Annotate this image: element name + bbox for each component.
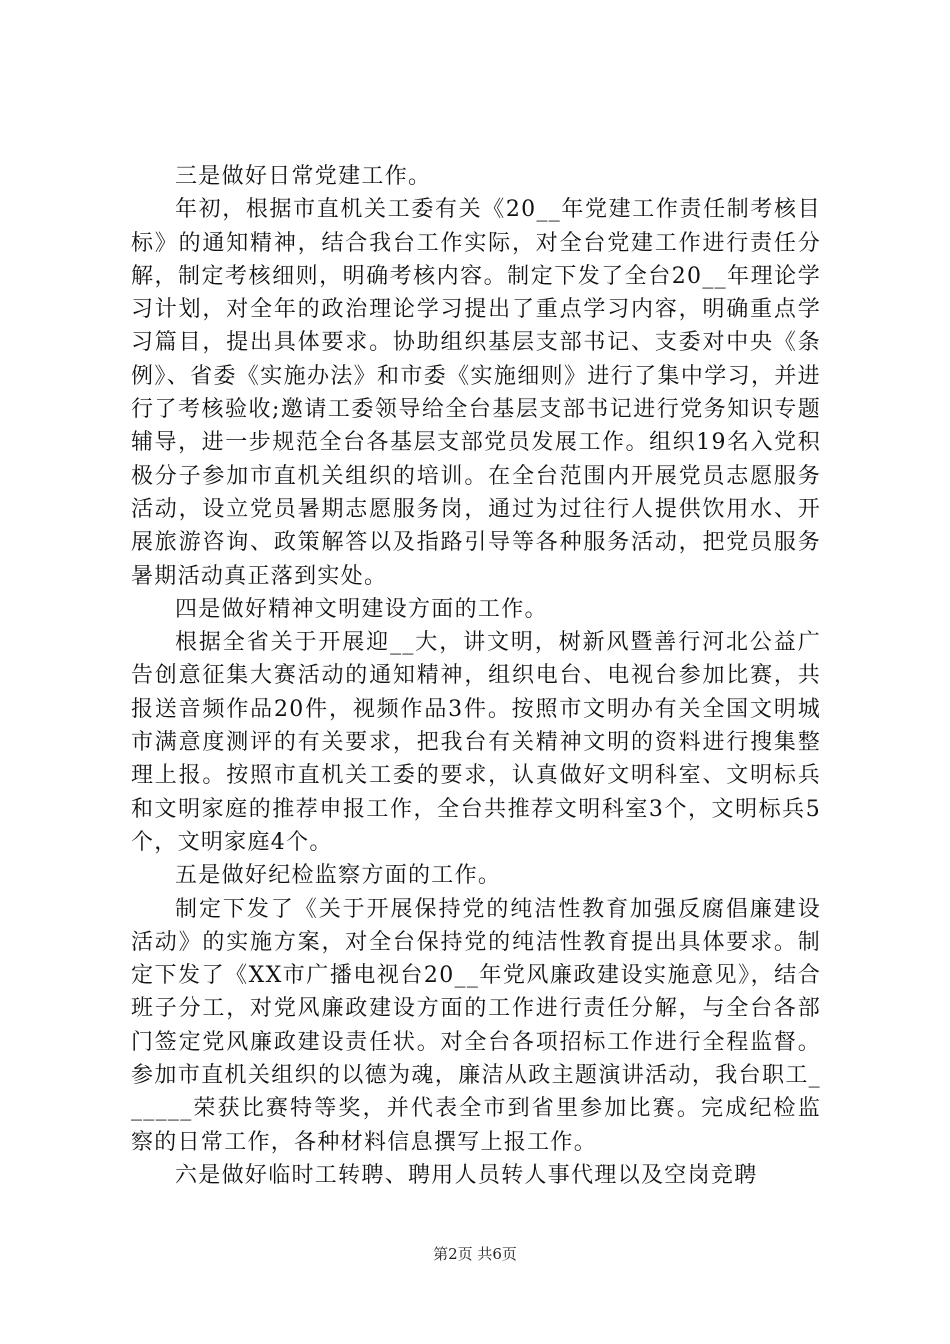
body-paragraph-discipline: 制定下发了《关于开展保持党的纯洁性教育加强反腐倡廉建设活动》的实施方案，对全台保持党的纯洁性教育提出具体要求。制定下发了《XX市广播电视台20__年党风廉政建设实施意见》，结合班子分工，对党风廉政建设方面的工作进行责任分解，与全台各部门签定党风廉政建设责任状。对全台各项招标工作进行全程监督。参加市直机关组织的以德为魂，廉洁从政主题演讲活动，我台职工______荣获比赛特等奖，并代表全市到省里参加比赛。完成纪检监察的日常工作，各种材料信息撰写上报工作。 [131, 896, 821, 1155]
section-heading-5: 五是做好纪检监察方面的工作。 [175, 863, 502, 889]
section-heading-3: 三是做好日常党建工作。 [175, 164, 432, 189]
body-paragraph-civilization: 根据全省关于开展迎__大，讲文明，树新风暨善行河北公益广告创意征集大赛活动的通知精神，组织电台、电视台参加比赛，共报送音频作品20件，视频作品3件。按照市文明办有关全国文明城市满意度测评的有关要求，把我台有关精神文明的资料进行搜集整理上报。按照市直机关工委的要求，认真做好文明科室、文明标兵和文明家庭的推荐申报工作，全台共推荐文明科室3个，文明标兵5个，文明家庭4个。 [131, 630, 821, 855]
section-heading-6: 六是做好临时工转聘、聘用人员转人事代理以及空岗竞聘 [175, 1162, 758, 1188]
document-body [131, 160, 821, 1192]
body-paragraph-party-building: 年初，根据市直机关工委有关《20__年党建工作责任制考核目标》的通知精神，结合我台工作实际，对全台党建工作进行责任分解，制定考核细则，明确考核内容。制定下发了全台20__年理论学习计划，对全年的政治理论学习提出了重点学习内容，明确重点学习篇目，提出具体要求。协助组织基层支部书记、支委对中央《条例》、省委《实施办法》和市委《实施细则》进行了集中学习，并进行了考核验收;邀请工委领导给全台基层支部书记进行党务知识专题辅导，进一步规范全台各基层支部党员发展工作。组织19名入党积极分子参加市直机关组织的培训。在全台范围内开展党员志愿服务活动，设立党员暑期志愿服务岗，通过为过往行人提供饮用水、开展旅游咨询、政策解答以及指路引导等各种服务活动，把党员服务暑期活动真正落到实处。 [131, 197, 821, 589]
page-number-footer: 第2页 共6页 [433, 1245, 517, 1263]
section-heading-4: 四是做好精神文明建设方面的工作。 [175, 596, 548, 622]
